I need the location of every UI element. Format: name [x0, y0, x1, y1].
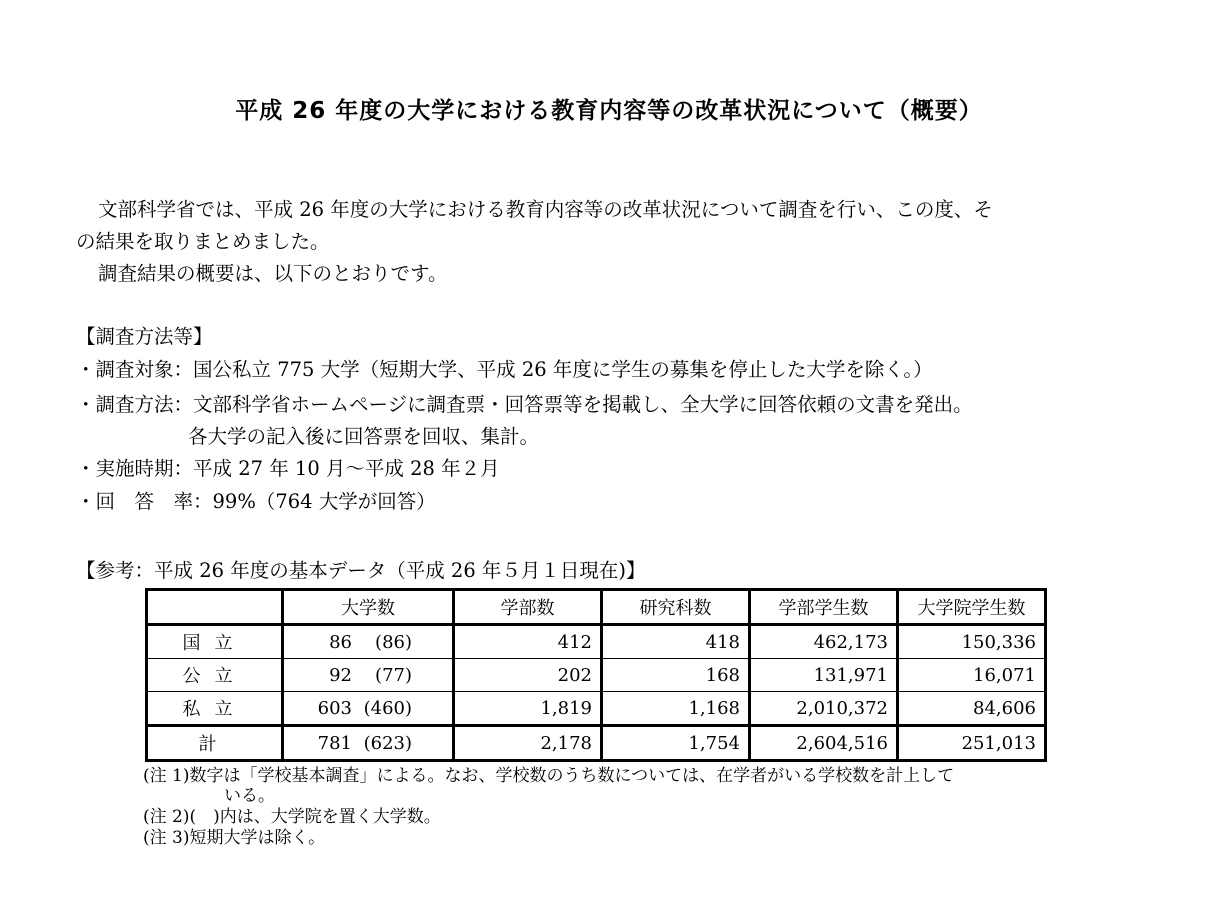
cell-undergraduates: 2,010,372: [750, 692, 898, 726]
cell-graduate-schools: 168: [602, 659, 750, 692]
cell-graduate-students: 251,013: [898, 726, 1046, 761]
note-3: (注 3)短期大学は除く。: [143, 828, 326, 848]
cell-undergraduates: 2,604,516: [750, 726, 898, 761]
cell-univ-count: 781: [317, 732, 352, 754]
cell-universities: [283, 726, 454, 761]
table-row-national: [147, 625, 1046, 659]
method-rate: ・回 答 率：99%（764 大学が回答）: [76, 490, 436, 513]
cell-faculties: 202: [454, 659, 602, 692]
basic-data-table: [145, 588, 1047, 762]
cell-universities: [283, 659, 454, 692]
note-1-cont: いる。: [224, 786, 275, 806]
table-row-total: [147, 726, 1046, 761]
method-heading: 【調査方法等】: [76, 325, 213, 348]
cell-graduate-students: 84,606: [898, 692, 1046, 726]
intro-line-1: 文部科学省では、平成 26 年度の大学における教育内容等の改革状況について調査を行い、この度、そ: [98, 198, 993, 221]
row-label: 公立: [147, 659, 283, 692]
row-label: 国立: [147, 625, 283, 659]
method-period: ・実施時期：平成 27 年 10 月～平成 28 年２月: [76, 457, 500, 480]
column-header-universities: 大学数: [283, 590, 454, 625]
cell-graduate-students: 16,071: [898, 659, 1046, 692]
method-approach-cont: 各大学の記入後に回答票を回収、集計。: [188, 425, 540, 448]
column-header-blank: [147, 590, 283, 625]
cell-grad-univ-count: (86): [375, 631, 412, 653]
cell-undergraduates: 131,971: [750, 659, 898, 692]
cell-univ-count: 603: [317, 697, 352, 719]
cell-faculties: 412: [454, 625, 602, 659]
cell-grad-univ-count: (623): [363, 732, 412, 754]
row-label: 私立: [147, 692, 283, 726]
intro-line-2: の結果を取りまとめました。: [76, 230, 330, 253]
cell-grad-univ-count: (77): [375, 664, 412, 686]
cell-universities: [283, 625, 454, 659]
column-header-undergraduates: 学部学生数: [750, 590, 898, 625]
row-label: 計: [147, 726, 283, 761]
page-title: 平成 26 年度の大学における教育内容等の改革状況について（概要）: [235, 98, 983, 124]
column-header-graduate-schools: 研究科数: [602, 590, 750, 625]
note-1: (注 1)数字は「学校基本調査」による。なお、学校数のうち数については、在学者がいる学校数を計上して: [143, 766, 955, 786]
cell-graduate-schools: 418: [602, 625, 750, 659]
reference-heading: 【参考：平成 26 年度の基本データ（平成 26 年５月１日現在)】: [76, 559, 646, 582]
table-row-private: [147, 692, 1046, 726]
cell-universities: [283, 692, 454, 726]
table-row-public: [147, 659, 1046, 692]
method-approach: ・調査方法：文部科学省ホームページに調査票・回答票等を掲載し、全大学に回答依頼の文書を発出。: [76, 393, 973, 416]
cell-undergraduates: 462,173: [750, 625, 898, 659]
cell-graduate-schools: 1,168: [602, 692, 750, 726]
table-header-row: [147, 590, 1046, 625]
method-target: ・調査対象：国公私立 775 大学（短期大学、平成 26 年度に学生の募集を停止した大学を除く。）: [76, 358, 933, 381]
intro-line-3: 調査結果の概要は、以下のとおりです。: [98, 262, 448, 285]
column-header-graduate-students: 大学院学生数: [898, 590, 1046, 625]
cell-univ-count: 92: [329, 664, 352, 686]
note-2: (注 2)( )内は、大学院を置く大学数。: [143, 807, 441, 827]
cell-univ-count: 86: [329, 631, 352, 653]
cell-faculties: 1,819: [454, 692, 602, 726]
cell-faculties: 2,178: [454, 726, 602, 761]
cell-graduate-students: 150,336: [898, 625, 1046, 659]
cell-graduate-schools: 1,754: [602, 726, 750, 761]
column-header-faculties: 学部数: [454, 590, 602, 625]
cell-grad-univ-count: (460): [363, 697, 412, 719]
